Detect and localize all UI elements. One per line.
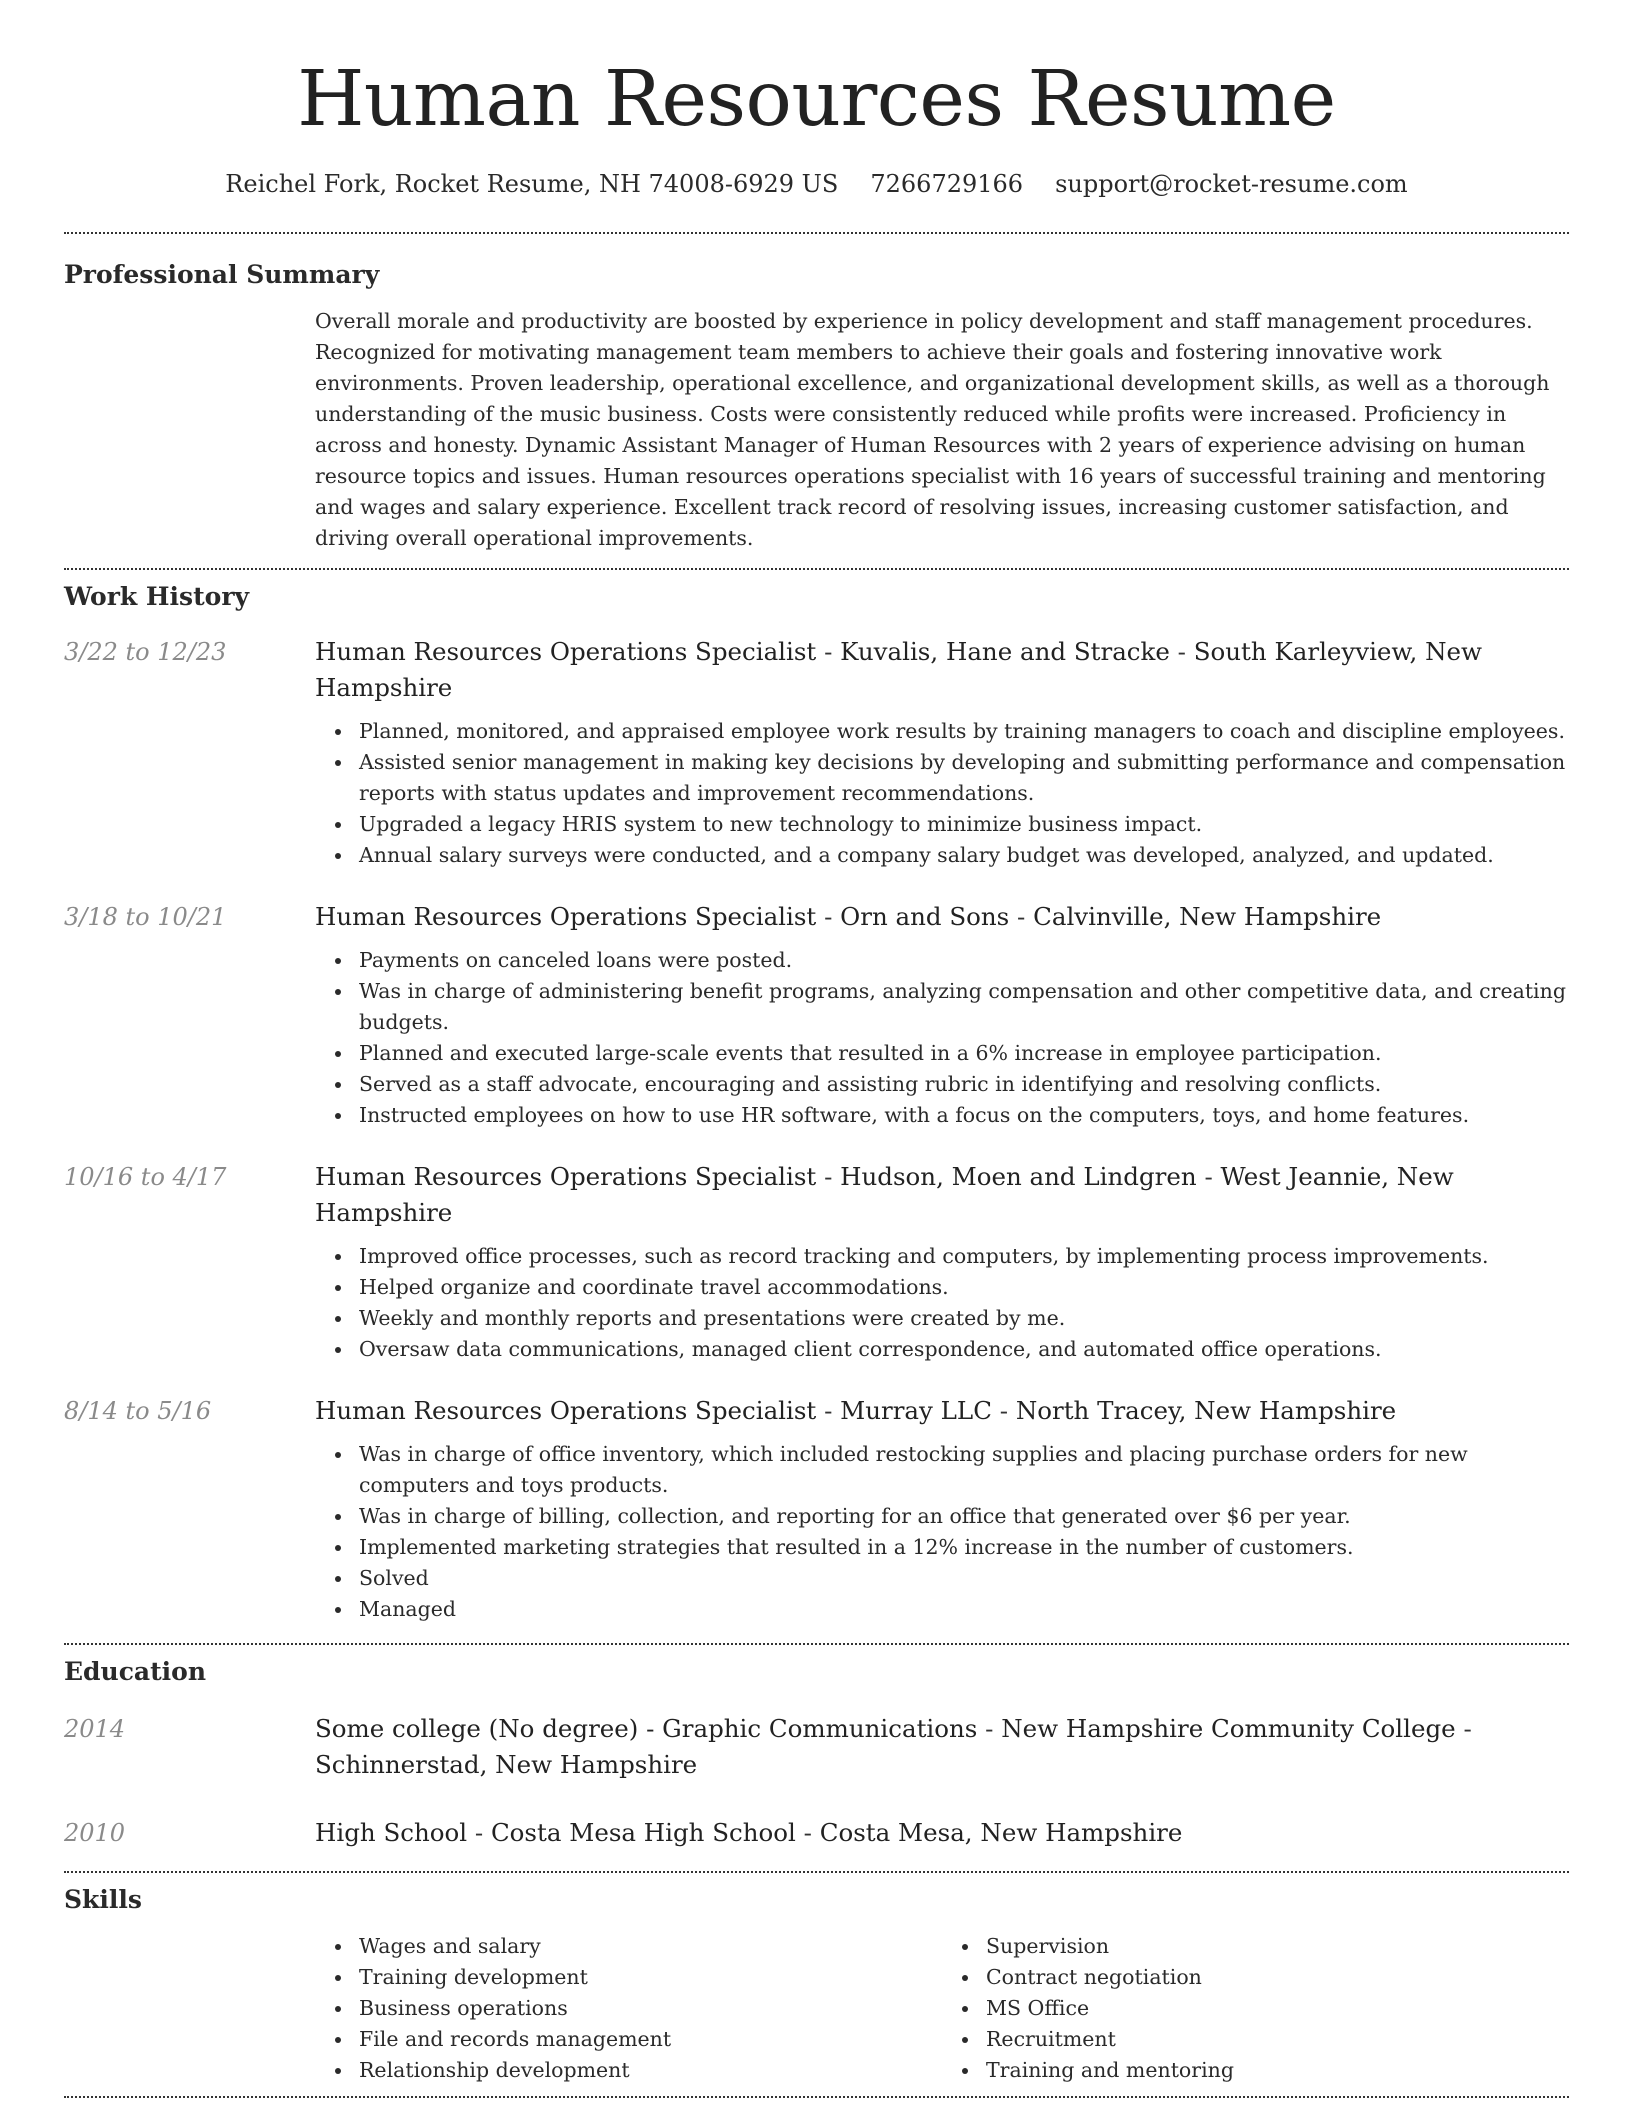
job-content — [315, 634, 1569, 871]
section-divider — [64, 568, 1569, 570]
job-title: Human Resources Operations Specialist — [315, 637, 817, 666]
work-history-section — [64, 580, 1569, 1625]
skills-column-right — [942, 1931, 1569, 2086]
resume-title: Human Resources Resume — [297, 55, 1336, 144]
separator: - — [816, 1396, 841, 1425]
job-location: West Jeannie, New Hampshire — [315, 1162, 1454, 1227]
job-bullet: Was in charge of billing, collection, and reporting for an office that generated over $6 per year. — [315, 1501, 1569, 1532]
job-entry — [64, 1159, 1569, 1365]
education-location: Costa Mesa, New Hampshire — [819, 1818, 1183, 1847]
contact-line — [64, 166, 1569, 202]
education-school: Costa Mesa High School — [490, 1818, 796, 1847]
job-dates: 8/14 to 5/16 — [64, 1397, 212, 1425]
separator: - — [1009, 902, 1034, 931]
job-bullet: Was in charge of administering benefit programs, analyzing compensation and other competitive data, and creating budgets. — [315, 976, 1569, 1038]
job-heading — [315, 899, 1569, 935]
job-heading — [315, 1159, 1569, 1231]
job-company: Orn and Sons — [840, 902, 1010, 931]
job-bullets — [315, 945, 1569, 1131]
job-content — [315, 1159, 1569, 1365]
separator: - — [1169, 637, 1194, 666]
separator: - — [795, 1818, 820, 1847]
job-bullet: Payments on canceled loans were posted. — [315, 945, 1569, 976]
education-content — [315, 1815, 1569, 1851]
job-bullet: Implemented marketing strategies that resulted in a 12% increase in the number of customers. — [315, 1532, 1569, 1563]
education-section — [64, 1655, 1569, 1851]
skill-item: MS Office — [942, 1993, 1569, 2024]
separator: - — [991, 1396, 1016, 1425]
job-bullet: Planned, monitored, and appraised employee work results by training managers to coach and discipline employees. — [315, 716, 1569, 747]
job-bullet: Planned and executed large-scale events that resulted in a 6% increase in employee participation. — [315, 1038, 1569, 1069]
section-heading-work-history: Work History — [64, 582, 250, 611]
skills-grid — [315, 1931, 1569, 2096]
skill-item: File and records management — [315, 2024, 942, 2055]
separator: - — [816, 1162, 841, 1191]
skill-item: Relationship development — [315, 2055, 942, 2086]
job-bullet: Managed — [315, 1594, 1569, 1625]
skill-item: Training development — [315, 1962, 942, 1993]
job-bullet: Weekly and monthly reports and presentations were created by me. — [315, 1303, 1569, 1334]
education-entry — [64, 1711, 1569, 1783]
job-bullet: Was in charge of office inventory, which included restocking supplies and placing purchase orders for new computers and toys products. — [315, 1439, 1569, 1501]
section-heading-skills: Skills — [64, 1885, 142, 1914]
job-bullet: Oversaw data communications, managed client correspondence, and automated office operations. — [315, 1334, 1569, 1365]
education-location: Schinnerstad, New Hampshire — [315, 1750, 698, 1779]
job-dates: 3/22 to 12/23 — [64, 638, 227, 666]
skills-section — [64, 1883, 1569, 2096]
job-dates: 3/18 to 10/21 — [64, 903, 227, 931]
education-degree: Some college (No degree) - Graphic Communications — [315, 1714, 978, 1743]
job-bullets — [315, 1241, 1569, 1365]
section-divider — [64, 232, 1569, 234]
section-divider — [64, 1871, 1569, 1873]
job-entry — [64, 634, 1569, 871]
skill-item: Wages and salary — [315, 1931, 942, 1962]
job-content — [315, 1393, 1569, 1625]
job-bullet: Annual salary surveys were conducted, and a company salary budget was developed, analyzed, and updated. — [315, 840, 1569, 871]
job-dates: 10/16 to 4/17 — [64, 1163, 227, 1191]
job-bullet: Served as a staff advocate, encouraging and assisting rubric in identifying and resolving conflicts. — [315, 1069, 1569, 1100]
job-location: North Tracey, New Hampshire — [1015, 1396, 1397, 1425]
education-year: 2014 — [64, 1715, 126, 1743]
contact-phone: 7266729166 — [870, 170, 1024, 198]
job-bullet: Assisted senior management in making key decisions by developing and submitting performance and compensation reports with status updates and improvement recommendations. — [315, 747, 1569, 809]
job-location: Calvinville, New Hampshire — [1033, 902, 1382, 931]
separator: - — [1455, 1714, 1472, 1743]
skill-item: Supervision — [942, 1931, 1569, 1962]
job-title: Human Resources Operations Specialist — [315, 902, 817, 931]
job-heading — [315, 1393, 1569, 1429]
job-entry — [64, 899, 1569, 1131]
skill-item: Contract negotiation — [942, 1962, 1569, 1993]
education-degree: High School — [315, 1818, 468, 1847]
job-company: Kuvalis, Hane and Stracke — [840, 637, 1170, 666]
education-school: New Hampshire Community College — [1001, 1714, 1456, 1743]
job-bullet: Upgraded a legacy HRIS system to new technology to minimize business impact. — [315, 809, 1569, 840]
job-bullet: Helped organize and coordinate travel accommodations. — [315, 1272, 1569, 1303]
education-content — [315, 1711, 1569, 1783]
education-list — [64, 1711, 1569, 1851]
job-content — [315, 899, 1569, 1131]
skill-item: Training and mentoring — [942, 2055, 1569, 2086]
section-heading-education: Education — [64, 1657, 207, 1686]
skill-item: Business operations — [315, 1993, 942, 2024]
separator: - — [977, 1714, 1002, 1743]
job-company: Murray LLC — [840, 1396, 992, 1425]
education-year: 2010 — [64, 1819, 126, 1847]
separator: - — [816, 902, 841, 931]
job-bullets — [315, 716, 1569, 871]
job-heading — [315, 634, 1569, 706]
section-divider — [64, 1643, 1569, 1645]
section-divider — [64, 2096, 1569, 2098]
contact-address: Reichel Fork, Rocket Resume, NH 74008-6929 US — [225, 170, 839, 198]
job-company: Hudson, Moen and Lindgren — [840, 1162, 1197, 1191]
summary-text: Overall morale and productivity are boosted by experience in policy development and staff management procedures. Recognized for motivating management team members to achieve their goals and fostering innovative work environments. Proven leadership, operational excellence, and organizational development skills, as well as a thorough understanding of the music business. Costs were consistently reduced while profits were increased. Proficiency in across and honesty. Dynamic Assistant Manager of Human Resources with 2 years of experience advising on human resource topics and issues. Human resources operations specialist with 16 years of successful training and mentoring and wages and salary experience. Excellent track record of resolving issues, increasing customer satisfaction, and driving overall operational improvements. — [315, 309, 1550, 550]
job-entry — [64, 1393, 1569, 1625]
job-location: South Karleyview, New Hampshire — [315, 637, 1482, 702]
skills-column-left — [315, 1931, 942, 2086]
job-title: Human Resources Operations Specialist — [315, 1396, 817, 1425]
contact-email: support@rocket-resume.com — [1055, 170, 1408, 198]
separator: - — [816, 637, 841, 666]
job-bullet: Solved — [315, 1563, 1569, 1594]
education-entry — [64, 1815, 1569, 1851]
job-title: Human Resources Operations Specialist — [315, 1162, 817, 1191]
job-bullet: Instructed employees on how to use HR software, with a focus on the computers, toys, and home features. — [315, 1100, 1569, 1131]
separator: - — [467, 1818, 491, 1847]
summary-section — [64, 258, 1569, 568]
job-bullets — [315, 1439, 1569, 1625]
job-list — [64, 634, 1569, 1625]
separator: - — [1196, 1162, 1221, 1191]
job-bullet: Improved office processes, such as record tracking and computers, by implementing process improvements. — [315, 1241, 1569, 1272]
section-heading-summary: Professional Summary — [64, 260, 380, 289]
skill-item: Recruitment — [942, 2024, 1569, 2055]
